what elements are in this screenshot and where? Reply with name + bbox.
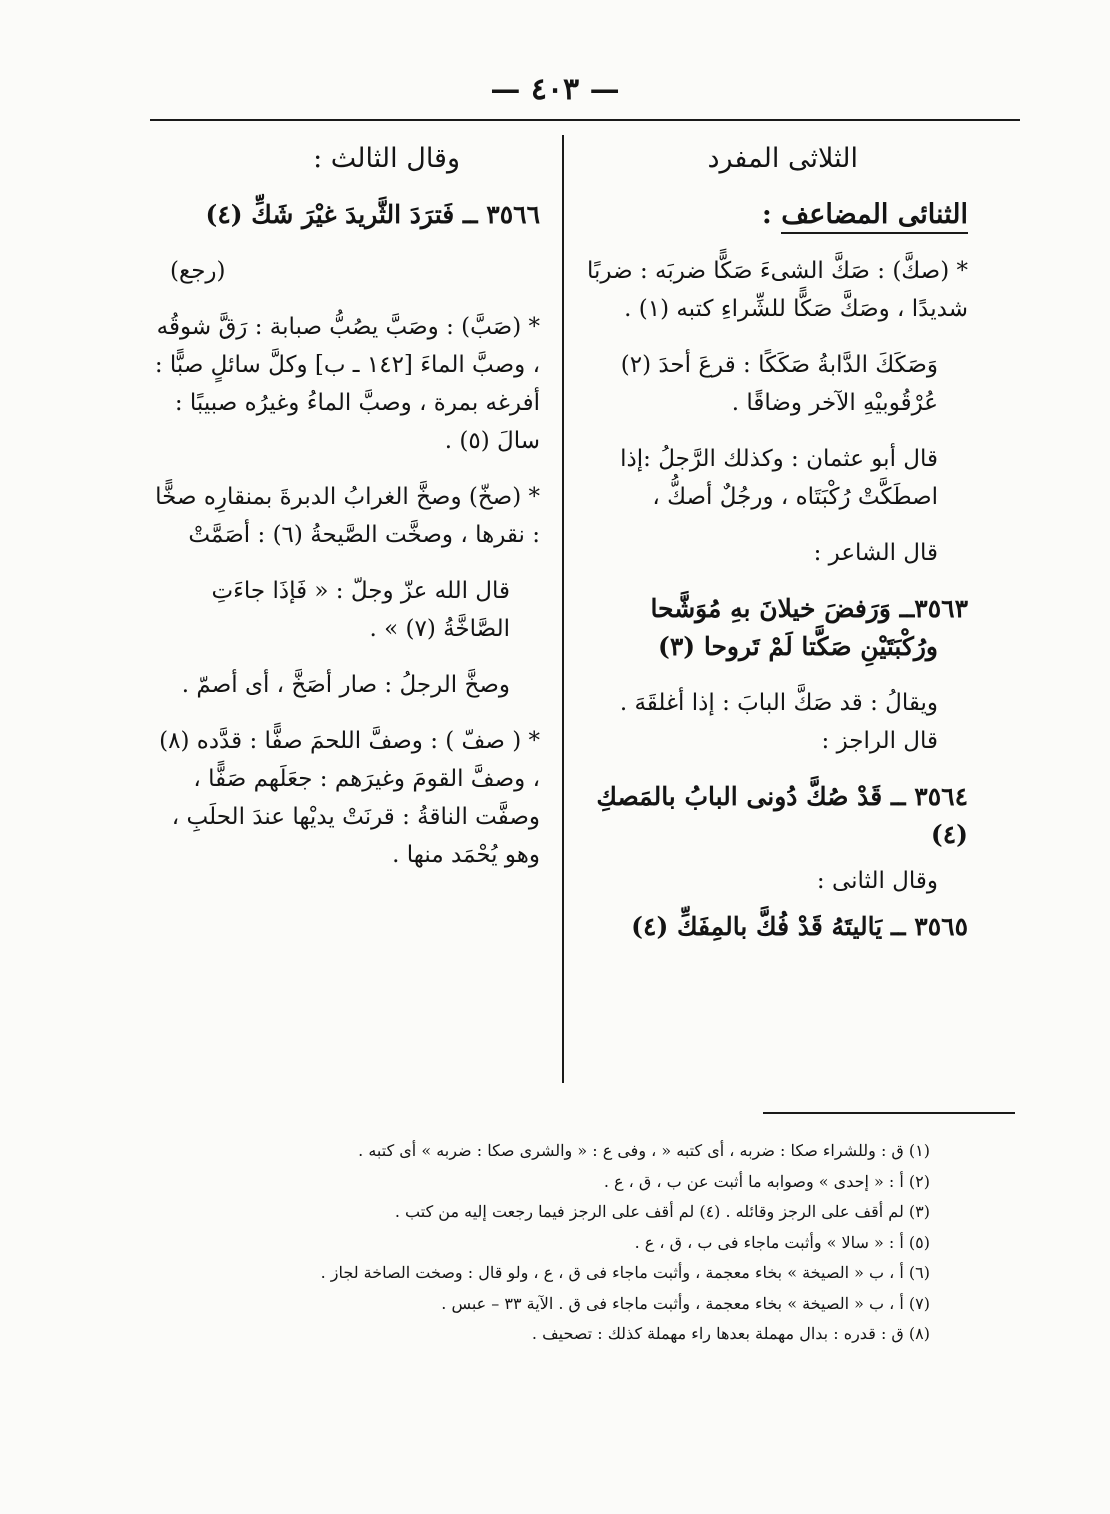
third-intro: وقال الثالث :	[313, 143, 460, 174]
subsection-heading	[583, 196, 968, 234]
paragraph-sakak: وَصَكَكَ الدَّابةُ صَكَكًا : قرعَ أحدَ (٢) عُرْقُوبيْهِ الآخر وضاقًا .	[620, 352, 938, 416]
entry-saffa: * ( صفّ ) : وصفَّ اللحمَ صفًّا : قدَّده (٨) ، وصفَّ القومَ وغيرَهم : جعَلَهم صَفًّا ، وصفَّت الناقةُ : قرنَتْ يديْها عندَ الحلَبِ ، وهو يُحْمَد منها .	[159, 728, 540, 868]
footnote-rule	[763, 1112, 1015, 1114]
right-column	[583, 140, 968, 964]
footnote-7: (٧) أ ، ب « الصيخة » بخاء معجمة ، وأثبت ماجاء فى ق . الآية ٣٣ – عبس .	[441, 1293, 930, 1313]
footnote-6: (٦) أ ، ب « الصيخة » بخاء معجمة ، وأثبت ماجاء فى ق ، ع ، ولو قال : وصخت الصاخة لجاز .	[320, 1263, 930, 1282]
page-number: — ٤٠٣ —	[490, 72, 620, 107]
paragraph-rajiz: ويقالُ : قد صَكَّ البابَ : إذا أغلقَهَ . قال الراجز :	[619, 690, 938, 754]
entry-sakhkha: * (صخّ) وصخَّ الغرابُ الدبرةَ بمنقارِه صخًّا : نقرها ، وصخَّت الصَّيحةُ (٦) : أصَمَّتْ	[155, 484, 540, 548]
paragraph-asakh: وصخَّ الرجلُ : صار أصَخَّ ، أى أصمّ .	[181, 672, 510, 698]
section-heading: الثلاثى المفرد	[707, 143, 858, 174]
subsection-heading-colon: :	[761, 199, 772, 230]
footnote-3-4: (٣) لم أقف على الرجز وقائله . (٤) لم أقف على الرجز فيما رجعت إليه من كتب .	[394, 1202, 930, 1221]
column-divider	[562, 135, 564, 1083]
poet-intro: قال الشاعر :	[813, 540, 938, 566]
left-column	[150, 140, 540, 892]
verse-3565: ٣٥٦٥ ــ يَاليتَهُ قَدْ فُكَّ بالمِفَكِّ (٤)	[631, 912, 968, 941]
quran-quote: قال الله عزّ وجلّ : « فَإذَا جاءَتِ الصَّاخَّةُ (٧) » .	[211, 578, 510, 642]
verse-3564: ٣٥٦٤ ــ قَدْ صُكَّ دُونى البابُ بالمَصكِ (٤)	[596, 782, 968, 849]
header-rule	[150, 119, 1020, 121]
footnote-8: (٨) ق : قدره : بدال مهملة بعدها راء مهملة كذلك : تصحيف .	[531, 1324, 930, 1343]
subsection-heading-text: الثنائى المضاعف	[781, 199, 968, 234]
verse-3563-line-1: ٣٥٦٣ــ وَرَفضَ خيلانَ بهِ مُوَشَّحا	[650, 594, 968, 623]
footnote-5: (٥) أ : « سالا » وأثبت ماجاء فى ب ، ق ، ع .	[634, 1232, 930, 1252]
footnotes	[190, 1136, 930, 1350]
entry-sakka: * (صكَّ) : صَكَّ الشىءَ صَكًّا ضربَه : ضربًا شديدًا ، وصَكَّ صَكًّا للشِّراءِ كتبه (١) .	[587, 258, 968, 322]
paragraph-second: وقال الثانى :	[816, 868, 938, 894]
verse-3563-line-2: ورُكْبَتَيْنِ صَكَّتا لَمْ تَروحا (٣)	[658, 632, 938, 661]
footnote-2: (٢) أ : « إحدى » وصوابه ما أثبت عن ب ، ق ، ع .	[603, 1171, 930, 1191]
meter-label: (رجع)	[170, 258, 226, 284]
footnote-1: (١) ق : وللشراء صكا : ضربه ، أى كتبه « ، وفى ع : « والشرى صكا : ضربه » أى كتبه .	[358, 1141, 930, 1160]
entry-sabba: * (صَبَّ) : وصَبَّ يصُبُّ صبابة : رَقَّ شوقُه ، وصبَّ الماءَ [١٤٢ ـ ب] وكلَّ سائلٍ صبًّا : أفرغه بمرة ، وصبَّ الماءُ وغيرُه صبيبًا : سالَ (٥) .	[154, 314, 540, 454]
paragraph-abu-uthman: قال أبو عثمان : وكذلك الرَّجلُ :إذا اصطَكَّتْ رُكْبَتَاه ، ورجُلٌ أصكُّ ،	[620, 446, 938, 510]
verse-3566: ٣٥٦٦ ــ فَترَدَ الثَّريدَ غيْرَ شَكِّ (٤)	[205, 200, 540, 229]
